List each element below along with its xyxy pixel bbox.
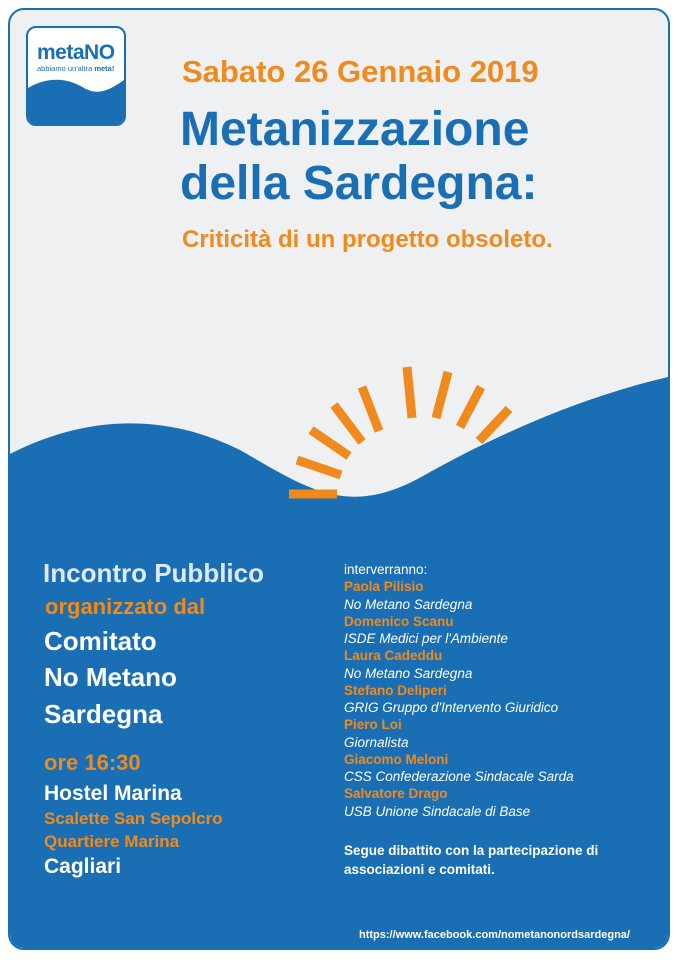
title-line-2: della Sardegna: [180, 157, 538, 210]
speaker-item [344, 614, 664, 649]
followup-text: Segue dibattito con la partecipazione di associazioni e comitati. [344, 843, 599, 877]
page-title [180, 103, 537, 211]
logo-tagline-start: abbiamo un'altra [37, 64, 95, 73]
speaker-item [344, 683, 664, 718]
logo-tagline-bold: meta! [94, 64, 115, 73]
title-line-1: Metanizzazione [180, 103, 530, 156]
speaker-name: Piero Loi [344, 717, 402, 732]
speaker-name: Domenico Scanu [344, 613, 454, 629]
organized-by: organizzato dal [45, 594, 206, 619]
speaker-org: No Metano Sardegna [344, 665, 473, 681]
facebook-link[interactable]: https://www.facebook.com/nometanonordsardegna/ [359, 929, 630, 941]
logo-word-accent: NO [84, 41, 115, 64]
speaker-org: Giornalista [344, 734, 409, 750]
event-type: Incontro Pubblico [43, 558, 264, 588]
speaker-org: No Metano Sardegna [344, 596, 473, 612]
logo-wave-icon [28, 72, 124, 124]
committee-line-3: Sardegna [44, 699, 163, 729]
speaker-item [344, 579, 664, 614]
speaker-name: Laura Cadeddu [344, 648, 443, 663]
speaker-item [344, 717, 664, 752]
speaker-name: Stefano Deliperi [344, 682, 447, 698]
speaker-item [344, 786, 664, 821]
committee-line-1: Comitato [44, 626, 157, 656]
logo-wordmark [37, 41, 115, 65]
speaker-name: Giacomo Meloni [344, 751, 449, 767]
page-subtitle: Criticità di un progetto obsoleto. [182, 226, 553, 253]
address-line-2: Quartiere Marina [44, 832, 180, 851]
event-date: Sabato 26 Gennaio 2019 [182, 54, 539, 89]
speaker-name: Paola Pilisio [344, 579, 424, 594]
speaker-item [344, 648, 664, 683]
speakers-list [344, 562, 664, 821]
speaker-org: CSS Confederazione Sindacale Sarda [344, 769, 574, 784]
committee-line-2: No Metano [44, 662, 177, 692]
logo-word-main: meta [37, 41, 85, 64]
event-time: ore 16:30 [44, 750, 141, 775]
speaker-org: ISDE Medici per l'Ambiente [344, 631, 508, 646]
event-venue: Hostel Marina [44, 782, 182, 805]
speakers-intro: interverranno: [344, 562, 428, 577]
speaker-org: USB Unione Sindacale di Base [344, 803, 531, 819]
speaker-name: Salvatore Drago [344, 786, 448, 801]
metano-logo [26, 26, 126, 126]
event-city: Cagliari [44, 855, 122, 878]
speaker-org: GRIG Gruppo d'Intervento Giuridico [344, 700, 559, 715]
address-line-1: Scalette San Sepolcro [44, 809, 223, 828]
speaker-item [344, 752, 664, 787]
event-poster [8, 8, 670, 950]
